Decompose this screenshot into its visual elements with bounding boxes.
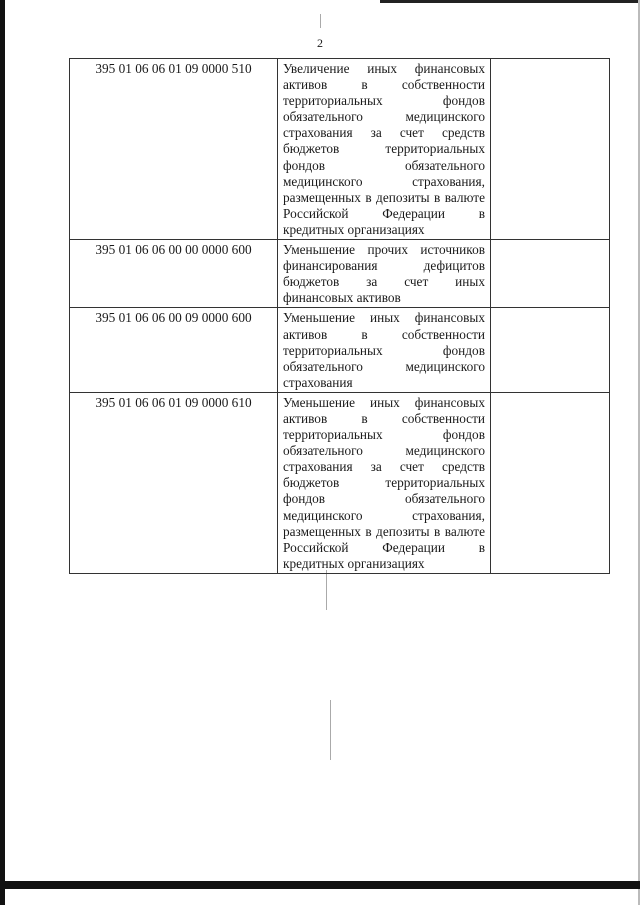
amount-cell	[491, 392, 610, 573]
table-row	[70, 308, 610, 392]
scan-speck	[330, 700, 331, 760]
table-row	[70, 59, 610, 240]
row-description: Уменьшение иных финансовых активов в собственности территориальных фондов обязательного медицинского страхования за счет средств бюджетов территориальных фондов обязательного медицинского страхования, размещенных в депозиты в валюте Российской Федерации в кредитных организациях	[278, 392, 491, 573]
page-number: 2	[317, 36, 323, 50]
scan-speck	[326, 570, 327, 610]
amount-cell	[491, 59, 610, 240]
budget-sources-table	[69, 58, 610, 574]
table-row	[70, 240, 610, 308]
scan-border-left	[0, 0, 5, 905]
scan-border-bottom	[0, 881, 640, 889]
row-description: Уменьшение прочих источников финансирования дефицитов бюджетов за счет иных финансовых активов	[278, 240, 491, 308]
amount-cell	[491, 240, 610, 308]
classification-code: 395 01 06 06 00 00 0000 600	[70, 240, 278, 308]
classification-code: 395 01 06 06 01 09 0000 510	[70, 59, 278, 240]
classification-code: 395 01 06 06 00 09 0000 600	[70, 308, 278, 392]
amount-cell	[491, 308, 610, 392]
row-description: Увеличение иных финансовых активов в собственности территориальных фондов обязательного медицинского страхования за счет средств бюджетов территориальных фондов обязательного медицинского страхования, размещенных в депозиты в валюте Российской Федерации в кредитных организациях	[278, 59, 491, 240]
row-description: Уменьшение иных финансовых активов в собственности территориальных фондов обязательного медицинского страхования	[278, 308, 491, 392]
classification-code: 395 01 06 06 01 09 0000 610	[70, 392, 278, 573]
scan-speck	[320, 14, 321, 28]
scan-border-top	[380, 0, 640, 3]
table-row	[70, 392, 610, 573]
